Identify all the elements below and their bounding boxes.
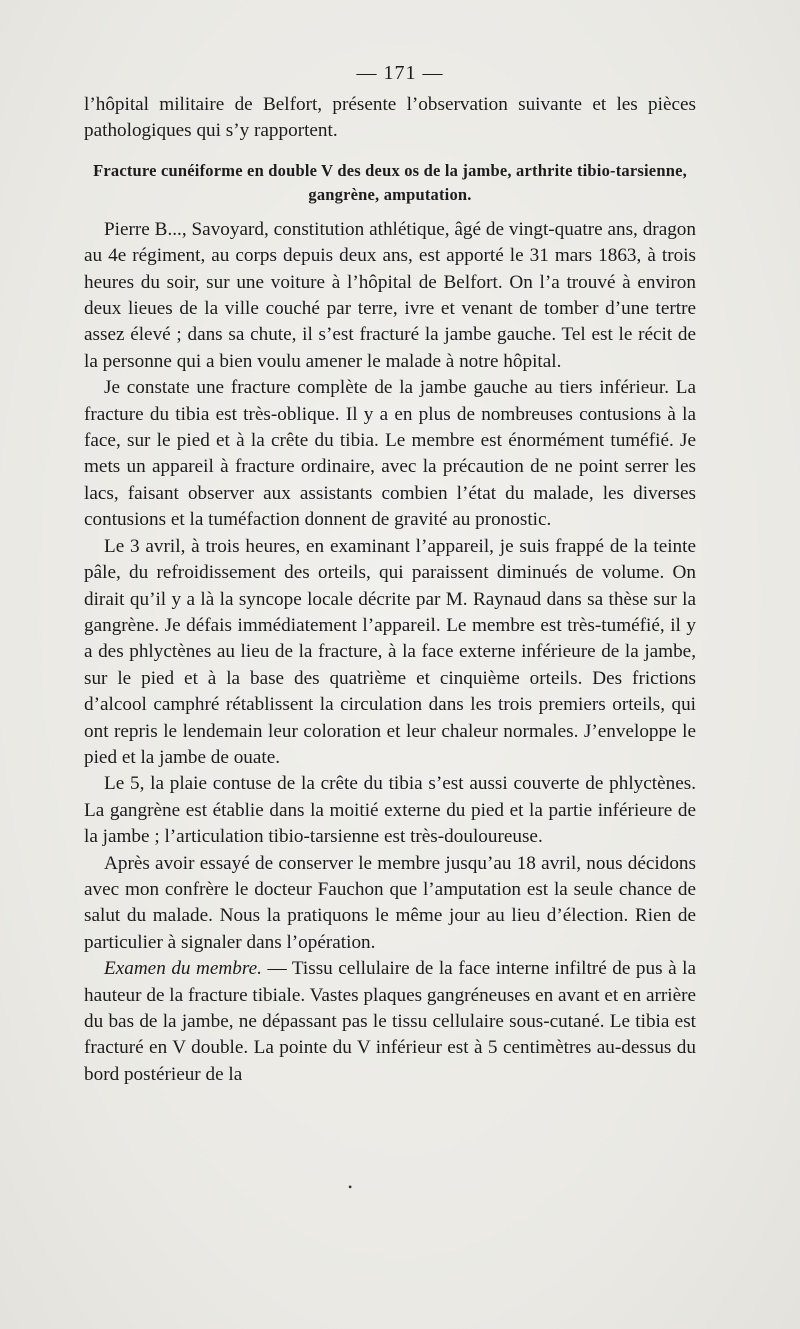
section-heading: Fracture cunéiforme en double V des deux os de la jambe, arthrite tibio-tarsienne, gangrène, amputation. xyxy=(93,160,687,204)
page-number: — 171 — xyxy=(356,62,444,84)
examination-text: — Tissu cellulaire de la face interne infiltré de pus à la hauteur de la fracture tibiale. Vastes plaques gangréneuses en avant et en arrière du bas de la jambe, ne dépassant pas le tissu cellulaire sous-cutané. Le tibia est fracturé en V double. La pointe du V inférieur est à 5 centimètres au-dessus du bord postérieur de la xyxy=(84,958,696,1085)
examination-label: Examen du membre. xyxy=(104,958,262,980)
paragraph-amputation: Après avoir essayé de conserver le membre jusqu’au 18 avril, nous décidons avec mon confrère le docteur Fauchon que l’amputation est la seule chance de salut du malade. Nous la pratiquons le même jour au lieu d’élection. Rien de particulier à signaler dans l’opération. xyxy=(84,852,696,953)
paragraph-april-3: Le 3 avril, à trois heures, en examinant l’appareil, je suis frappé de la teinte pâle, du refroidissement des orteils, qui paraissent diminués de volume. On dirait qu’il y a là la syncope locale décrite par M. Raynaud dans sa thèse sur la gangrène. Je défais immédiatement l’appareil. Le membre est très-tuméfié, il y a des phlyctènes au lieu de la fracture, à la face externe inférieure de la jambe, sur le pied et à la base des quatrième et cinquième orteils. Des frictions d’alcool camphré rétablissent la circulation dans les trois premiers orteils, qui ont repris le lendemain leur coloration et leur chaleur normales. J’enveloppe le pied et la jambe de ouate. xyxy=(84,535,696,768)
paragraph-april-5: Le 5, la plaie contuse de la crête du tibia s’est aussi couverte de phlyctènes. La gangrène est établie dans la moitié externe du pied et la partie inférieure de la jambe ; l’articulation tibio-tarsienne est très-douloureuse. xyxy=(84,773,696,848)
printer-mark: • xyxy=(348,1180,353,1194)
paragraph-examination xyxy=(84,956,696,1088)
paragraph-case-history: Pierre B..., Savoyard, constitution athlétique, âgé de vingt-quatre ans, dragon au 4e régiment, au corps depuis deux ans, est apporté le 31 mars 1863, à trois heures du soir, sur une voiture à l’hôpital de Belfort. On l’a trouvé à environ deux lieues de la ville couché par terre, ivre et venant de tomber d’une tertre assez élevé ; dans sa chute, il s’est fracturé la jambe gauche. Tel est le récit de la personne qui a bien voulu amener le malade à notre hôpital. xyxy=(84,218,696,372)
paragraph-diagnosis: Je constate une fracture complète de la jambe gauche au tiers inférieur. La fracture du tibia est très-oblique. Il y a en plus de nombreuses contusions à la face, sur le pied et à la crête du tibia. Le membre est énormément tuméfié. Je mets un appareil à fracture ordinaire, avec la précaution de ne point serrer les lacs, faisant observer aux assistants combien l’état du malade, les diverses contusions et la tuméfaction donnent de gravité au pronostic. xyxy=(84,377,696,531)
body-text xyxy=(84,92,696,1088)
paragraph-intro: l’hôpital militaire de Belfort, présente l’observation suivante et les pièces pathologiques qui s’y rapportent. xyxy=(84,94,696,142)
